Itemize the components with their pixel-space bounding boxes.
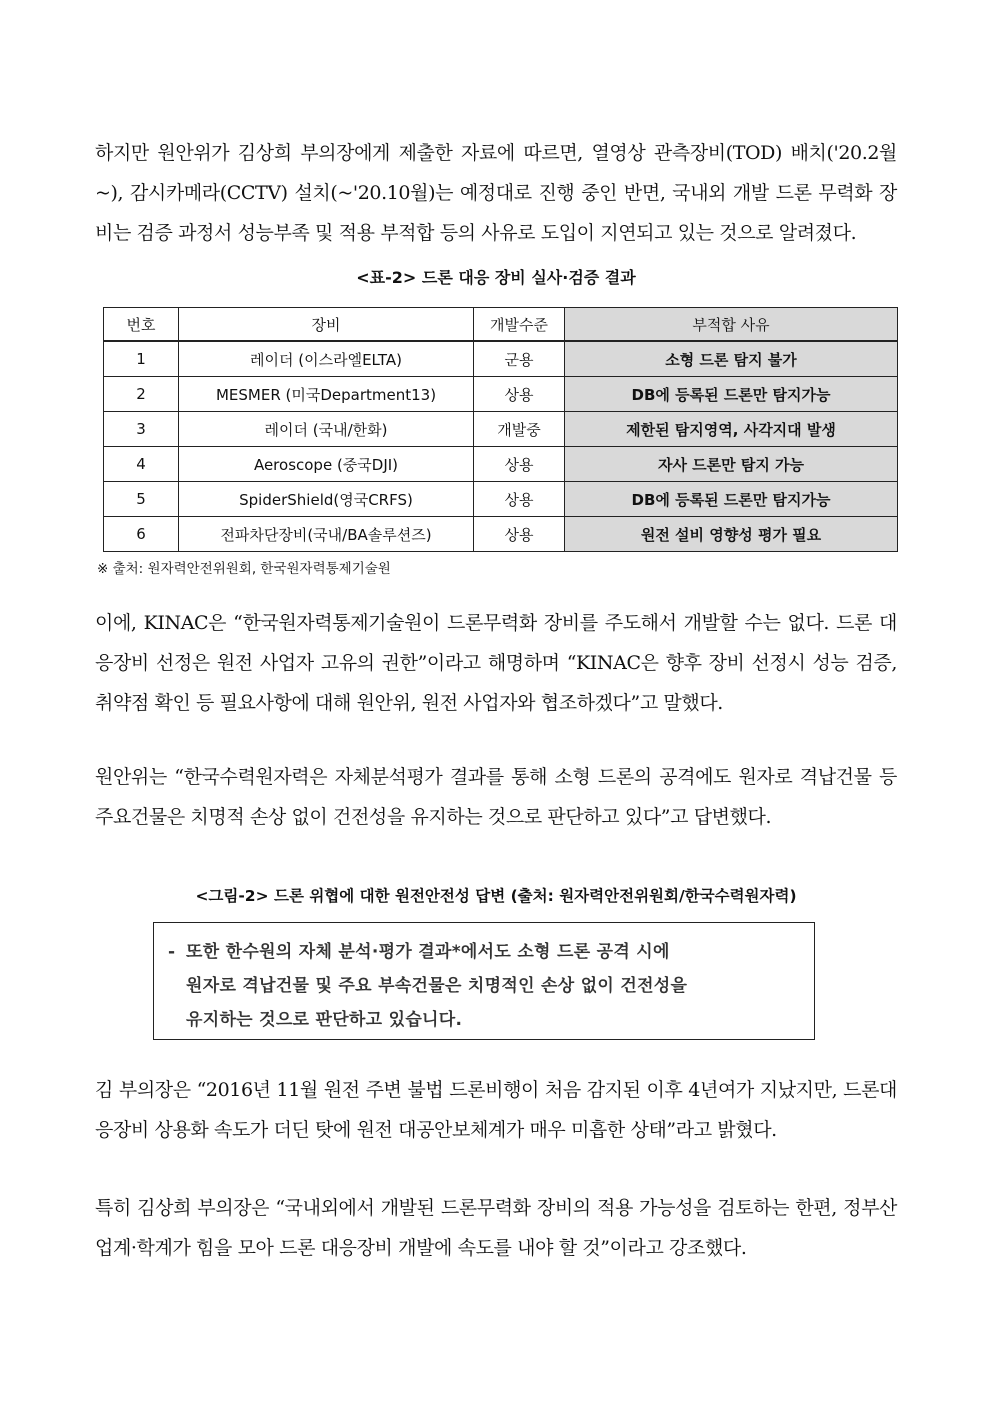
- cell-equipment: SpiderShield(영국CRFS): [179, 482, 474, 517]
- table-caption: <표-2> 드론 대응 장비 실사·검증 결과: [356, 268, 636, 287]
- cell-number: 4: [104, 447, 179, 482]
- cell-equipment: 전파차단장비(국내/BA솔루션즈): [179, 517, 474, 552]
- header-number: 번호: [104, 308, 179, 342]
- quote-line-3: 유지하는 것으로 판단하고 있습니다.: [186, 1010, 463, 1030]
- table-row: [104, 517, 898, 552]
- table-row: [104, 341, 898, 377]
- cell-number: 1: [104, 341, 179, 377]
- cell-equipment: Aeroscope (중국DJI): [179, 447, 474, 482]
- header-unsuitable-reason: 부적합 사유: [565, 308, 898, 342]
- cell-number: 5: [104, 482, 179, 517]
- table-source-note: ※ 출처: 원자력안전위원회, 한국원자력통제기술원: [97, 561, 391, 577]
- paragraph-nssc-response: 원안위는 “한국수력원자력은 자체분석평가 결과를 통해 소형 드론의 공격에도 원자로 격납건물 등 주요건물은 치명적 손상 없이 건전성을 유지하는 것으로 판단하고 있다”고 답변했다.: [95, 766, 897, 828]
- table-row: [104, 482, 898, 517]
- cell-reason: 소형 드론 탐지 불가: [565, 341, 898, 377]
- quote-line-2: 원자로 격납건물 및 주요 부속건물은 치명적인 손상 없이 건전성을: [186, 976, 688, 996]
- figure-caption: <그림-2> 드론 위협에 대한 원전안전성 답변 (출처: 원자력안전위원회/한국수력원자력): [195, 887, 797, 905]
- paragraph-tod-cctv-status: 하지만 원안위가 김상희 부의장에게 제출한 자료에 따르면, 열영상 관측장비(TOD) 배치('20.2월~), 감시카메라(CCTV) 설치(~'20.10월)는 예정대로 진행 중인 반면, 국내외 개발 드론 무력화 장비는 검증 과정서 성능부족 및 적용 부적합 등의 사유로 도입이 지연되고 있는 것으로 알려졌다.: [95, 142, 897, 244]
- quote-text-1: 또한 한수원의 자체 분석·평가 결과*에서도 소형 드론 공격 시에: [186, 942, 670, 962]
- table-row: [104, 412, 898, 447]
- cell-dev-level: 상용: [474, 377, 565, 412]
- cell-dev-level: 상용: [474, 482, 565, 517]
- cell-number: 6: [104, 517, 179, 552]
- paragraph-vice-speaker-statement: 김 부의장은 “2016년 11월 원전 주변 불법 드론비행이 처음 감지된 이후 4년여가 지났지만, 드론대응장비 상용화 속도가 더딘 탓에 원전 대공안보체계가 매우 미흡한 상태”라고 밝혔다.: [95, 1079, 897, 1141]
- cell-reason: DB에 등록된 드론만 탐지가능: [565, 482, 898, 517]
- cell-number: 2: [104, 377, 179, 412]
- header-dev-level: 개발수준: [474, 308, 565, 342]
- paragraph-kinac-response: 이에, KINAC은 “한국원자력통제기술원이 드론무력화 장비를 주도해서 개발할 수는 없다. 드론 대응장비 선정은 원전 사업자 고유의 권한”이라고 해명하며 “KINAC은 향후 장비 선정시 성능 검증, 취약점 확인 등 필요사항에 대해 원안위, 원전 사업자와 협조하겠다”고 말했다.: [95, 612, 897, 714]
- cell-reason: 원전 설비 영향성 평가 필요: [565, 517, 898, 552]
- cell-dev-level: 상용: [474, 447, 565, 482]
- cell-equipment: MESMER (미국Department13): [179, 377, 474, 412]
- header-equipment: 장비: [179, 308, 474, 342]
- figure-quote-box: [153, 922, 815, 1040]
- table-row: [104, 447, 898, 482]
- table-row: [104, 377, 898, 412]
- cell-dev-level: 개발중: [474, 412, 565, 447]
- drone-equipment-table: [103, 307, 898, 552]
- table-header-row: [104, 308, 898, 342]
- cell-dev-level: 군용: [474, 341, 565, 377]
- bullet-dash: -: [168, 942, 176, 962]
- quote-line-1: [168, 935, 800, 969]
- cell-equipment: 레이더 (이스라엘ELTA): [179, 341, 474, 377]
- cell-reason: DB에 등록된 드론만 탐지가능: [565, 377, 898, 412]
- cell-reason: 제한된 탐지영역, 사각지대 발생: [565, 412, 898, 447]
- cell-equipment: 레이더 (국내/한화): [179, 412, 474, 447]
- cell-dev-level: 상용: [474, 517, 565, 552]
- paragraph-vice-speaker-emphasis: 특히 김상희 부의장은 “국내외에서 개발된 드론무력화 장비의 적용 가능성을 검토하는 한편, 정부산업계·학계가 힘을 모아 드론 대응장비 개발에 속도를 내야 할 것”이라고 강조했다.: [95, 1197, 897, 1259]
- cell-reason: 자사 드론만 탐지 가능: [565, 447, 898, 482]
- cell-number: 3: [104, 412, 179, 447]
